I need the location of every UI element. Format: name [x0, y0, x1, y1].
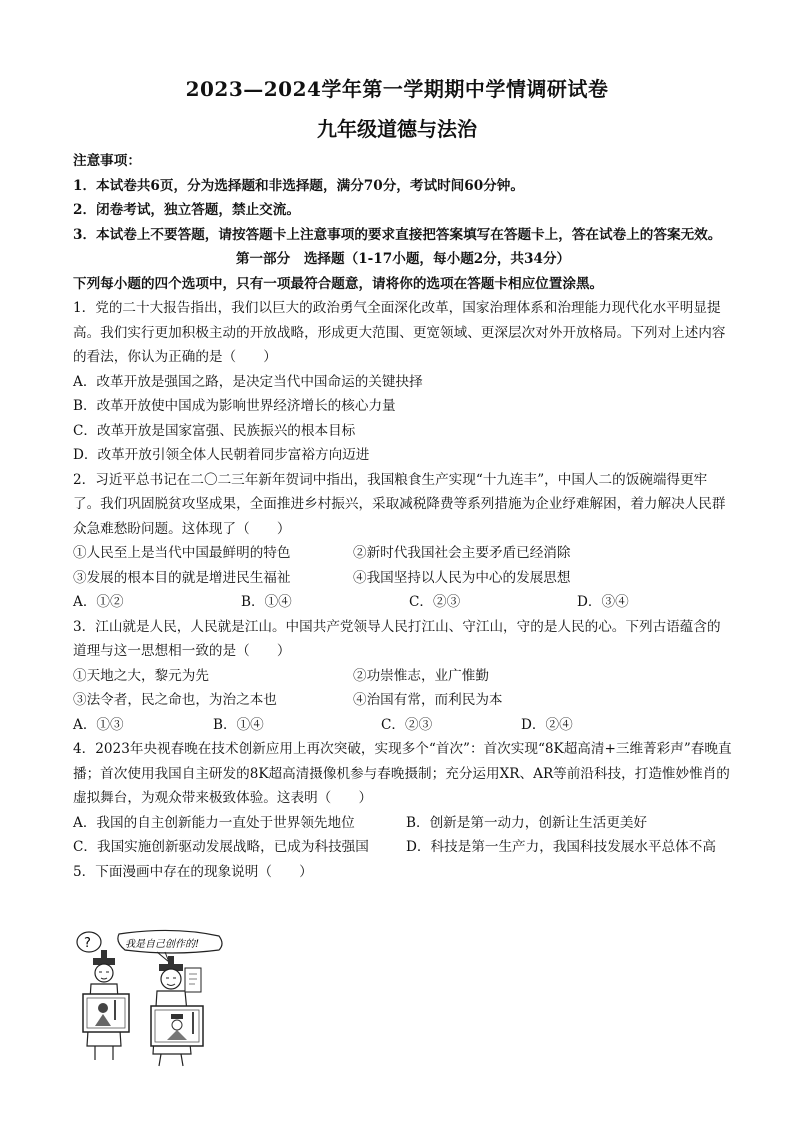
notes-heading: 注意事项： — [73, 153, 141, 169]
cartoon-bubble-left: ? — [84, 936, 91, 951]
question-4-stem: 4．2023年央视春晚在技术创新应用上再次突破，实现多个“首次”：首次实现“8K超高清+三维菁彩声”春晚直播；首次使用我国自主研发的8K超高清摄像机参与春晚摄制；充分运用XR、AR等前沿科技，打造惟妙惟肖的虚拟舞台，为观众带来极致体验。这表明（ ） — [73, 741, 732, 806]
question-2-stem: 2．习近平总书记在二〇二三年新年贺词中指出，我国粮食生产实现“十九连丰”，中国人二的饭碗端得更牢了。我们巩固脱贫攻坚成果，全面推进乡村振兴，采取减税降费等系列措施为企业纾难解困，着力解决人民群众急难愁盼问题。这体现了（ ） — [73, 471, 726, 537]
q2-statements-row — [73, 566, 733, 591]
q4-options-row — [73, 835, 733, 860]
q1-option-d: D．改革开放引领全体人民朝着同步富裕方向迈进 — [73, 447, 370, 463]
q3-option-c: C．②③ — [381, 716, 433, 733]
q3-option-d: D．②④ — [521, 716, 573, 733]
q3-statement-2: ②功崇惟志，业广惟勤 — [353, 667, 489, 684]
q1-option-a: A．改革开放是强国之路，是决定当代中国命运的关键抉择 — [73, 373, 423, 390]
q2-option-d: D．③④ — [577, 594, 629, 610]
q2-statements-row — [73, 541, 733, 566]
cartoon-illustration — [73, 928, 233, 1068]
part1-instruction: 下列每小题的四个选项中，只有一项最符合题意，请将你的选项在答题卡相应位置涂黑。 — [73, 275, 604, 292]
note-item: 1．本试卷共6页，分为选择题和非选择题，满分70分，考试时间60分钟。 — [73, 177, 524, 194]
question-1-stem: 1．党的二十大报告指出，我们以巨大的政治勇气全面深化改革，国家治理体系和治理能力现代化水平明显提高。我们实行更加积极主动的开放战略，形成更大范围、更宽领域、更深层次对外开放格局。下列对上述内容的看法，你认为正确的是（ ） — [73, 300, 726, 365]
q2-option-b: B．①④ — [241, 594, 292, 610]
q3-options-row — [73, 713, 733, 738]
question-5-stem: 5．下面漫画中存在的现象说明（ ） — [73, 863, 313, 880]
q4-option-a: A．我国的自主创新能力一直处于世界领先地位 — [73, 814, 355, 831]
q1-option-c: C．改革开放是国家富强、民族振兴的根本目标 — [73, 422, 356, 439]
exam-content — [73, 149, 733, 884]
q1-option-b: B．改革开放使中国成为影响世界经济增长的核心力量 — [73, 398, 396, 414]
note-item: 2．闭卷考试，独立答题，禁止交流。 — [73, 202, 300, 218]
exam-title: 2023—2024学年第一学期期中学情调研试卷 — [185, 77, 609, 101]
q2-statement-2: ②新时代我国社会主要矛盾已经消除 — [353, 545, 571, 561]
part1-heading: 第一部分 选择题（1-17小题，每小题2分，共34分） — [235, 251, 571, 267]
q3-statements-row — [73, 688, 733, 713]
q3-option-b: B．①④ — [213, 716, 264, 733]
q2-option-a: A．①② — [73, 594, 124, 610]
q2-option-c: C．②③ — [409, 594, 461, 610]
q2-options-row — [73, 590, 733, 615]
q3-statement-1: ①天地之大，黎元为先 — [73, 667, 209, 684]
question-3-stem: 3．江山就是人民，人民就是江山。中国共产党领导人民打江山、守江山，守的是人民的心。下列古语蕴含的道理与这一思想相一致的是（ ） — [73, 618, 721, 659]
q4-option-c: C．我国实施创新驱动发展战略，已成为科技强国 — [73, 839, 369, 855]
q4-options-row — [73, 811, 733, 836]
q2-statement-1: ①人民至上是当代中国最鲜明的特色 — [73, 545, 291, 561]
q3-statements-row — [73, 664, 733, 689]
q2-statement-3: ③发展的根本目的就是增进民生福祉 — [73, 569, 291, 586]
note-item: 3．本试卷上不要答题，请按答题卡上注意事项的要求直接把答案填写在答题卡上，答在试卷上的答案无效。 — [73, 226, 722, 243]
q2-statement-4: ④我国坚持以人民为中心的发展思想 — [353, 569, 571, 586]
q4-option-b: B．创新是第一动力，创新让生活更美好 — [406, 814, 648, 831]
q3-statement-4: ④治国有常，而利民为本 — [353, 692, 503, 708]
q4-option-d: D．科技是第一生产力，我国科技发展水平总体不高 — [406, 839, 716, 855]
q3-option-a: A．①③ — [73, 716, 124, 733]
cartoon-image — [73, 928, 233, 1068]
q3-statement-3: ③法令者，民之命也，为治之本也 — [73, 692, 277, 708]
exam-subtitle: 九年级道德与法治 — [317, 117, 477, 141]
cartoon-bubble-right: 我是自己创作的! — [125, 939, 200, 950]
